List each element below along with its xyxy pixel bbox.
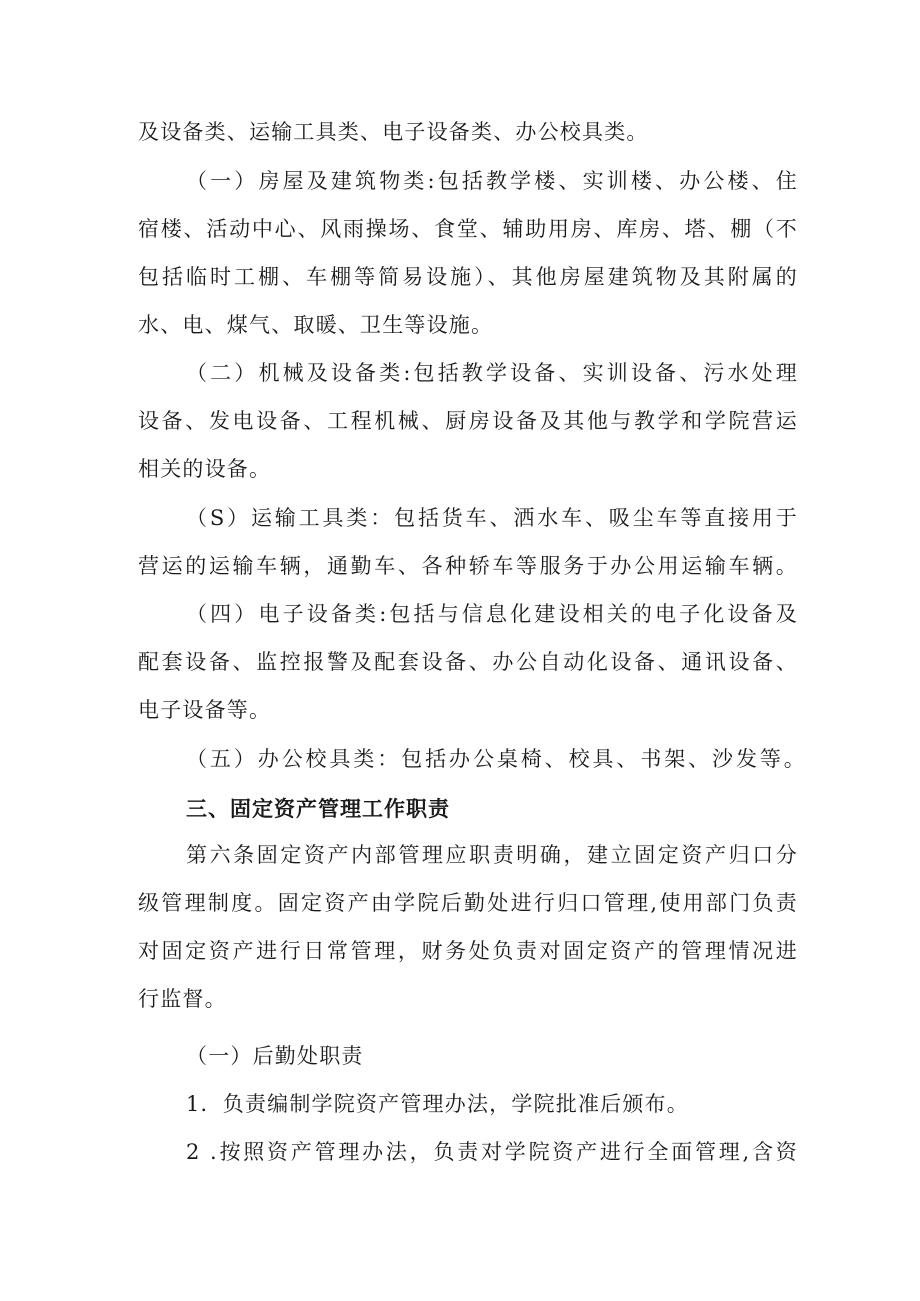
paragraph-line: 对固定资产进行日常管理，财务处负责对固定资产的管理情况进 — [138, 939, 798, 963]
paragraph-line: 包括临时工棚、车棚等简易设施）、其他房屋建筑物及其附属的 — [138, 265, 798, 289]
paragraph-line: 水、电、煤气、取暖、卫生等设施。 — [138, 313, 494, 337]
paragraph-line: 电子设备等。 — [138, 698, 272, 722]
paragraph-line: 行监督。 — [138, 987, 227, 1011]
paragraph-line: 第六条固定资产内部管理应职责明确，建立固定资产归口分 — [186, 843, 798, 867]
paragraph-line: （一）房屋及建筑物类:包括教学楼、实训楼、办公楼、住 — [186, 169, 798, 193]
paragraph-line: 设备、发电设备、工程机械、厨房设备及其他与教学和学院营运 — [138, 409, 798, 433]
paragraph-line: 及设备类、运输工具类、电子设备类、办公校具类。 — [138, 120, 649, 144]
section-heading: 三、固定资产管理工作职责 — [186, 797, 450, 821]
paragraph-line: 营运的运输车辆，通勤车、各种轿车等服务于办公用运输车辆。 — [138, 554, 798, 578]
paragraph-line: （S）运输工具类：包括货车、洒水车、吸尘车等直接用于 — [186, 506, 798, 530]
list-item: 1．负责编制学院资产管理办法，学院批准后颁布。 — [186, 1092, 689, 1116]
paragraph-line: 相关的设备。 — [138, 457, 272, 481]
paragraph-line: （四）电子设备类:包括与信息化建设相关的电子化设备及 — [186, 602, 798, 626]
list-item: 2 .按照资产管理办法，负责对学院资产进行全面管理,含资 — [186, 1140, 798, 1164]
paragraph-line: （五）办公校具类：包括办公桌椅、校具、书架、沙发等。 — [186, 747, 806, 771]
paragraph-line: 宿楼、活动中心、风雨操场、食堂、辅助用房、库房、塔、棚（不 — [138, 217, 798, 241]
paragraph-line: 级管理制度。固定资产由学院后勤处进行归口管理,使用部门负责 — [138, 891, 798, 915]
paragraph-line: （二）机械及设备类:包括教学设备、实训设备、污水处理 — [186, 361, 798, 385]
paragraph-line: 配套设备、监控报警及配套设备、办公自动化设备、通讯设备、 — [138, 650, 798, 674]
subsection-heading: （一）后勤处职责 — [186, 1044, 364, 1068]
